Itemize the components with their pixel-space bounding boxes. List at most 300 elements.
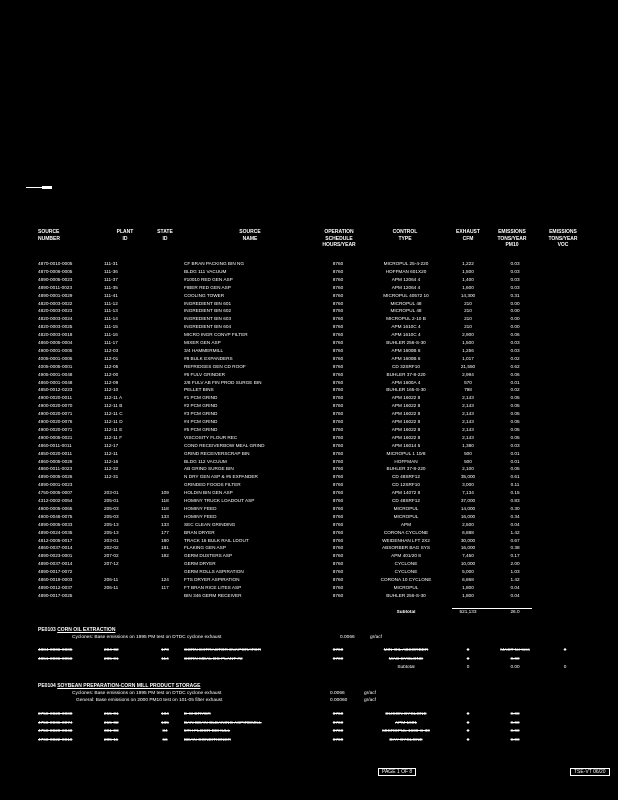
cell-source-number: 4860-0001-0048 — [38, 380, 73, 385]
cell-control-type: WEIDENHAN LFT 2X2 — [382, 538, 430, 543]
cell-source-name: SEC CLEAN GRINDING — [184, 522, 236, 527]
cell-emissions-pm10: 1.42 — [510, 578, 520, 582]
cell-source-number: 4860-0037-0014 — [38, 546, 73, 551]
cell-source-number: 4850-0020-0011 — [38, 451, 73, 456]
cell-emissions-pm10: 0.05 — [510, 427, 520, 432]
subtotal-row — [0, 610, 618, 617]
cell-operation-hours: 8760 — [332, 506, 344, 511]
header-plant-id: PLANT ID — [116, 229, 134, 242]
section3-note2 — [76, 699, 222, 704]
subtotal-voc: 0 — [563, 665, 567, 669]
cell-control-type: DUCON CYCLONE — [385, 712, 427, 716]
cell-emissions-pm10: 0.00 — [510, 301, 520, 306]
cell-source-number: 4312-0002-0054 — [38, 499, 73, 503]
cell-emissions-pm10: 0.61 — [510, 475, 520, 480]
cell-source-number: 4870-0006-0005 — [38, 269, 73, 274]
cell-operation-hours: 8760 — [332, 404, 344, 409]
cell-control-type: BUHLER 256-S-30 — [386, 341, 426, 345]
cell-state-id: 134 — [161, 712, 169, 716]
section2-note — [72, 636, 221, 641]
cell-operation-hours: 8760 — [332, 712, 344, 716]
cell-exhaust-cfm: 1,500 — [462, 341, 474, 345]
cell-exhaust-cfm: 30,000 — [460, 538, 476, 543]
cell-exhaust-cfm: 6,868 — [462, 578, 474, 582]
cell-exhaust-cfm: 35,000 — [460, 475, 476, 480]
table-row — [0, 333, 618, 340]
cell-source-name: COND RECEIVERBOW MEAL GRIND — [184, 443, 265, 448]
cell-source-name: TRACK 16 BULK RAIL LDOUT — [184, 538, 249, 543]
cell-emissions-pm10: 0.05 — [510, 467, 520, 472]
cell-source-name: #1 PCM GRIND — [184, 396, 218, 401]
cell-source-name: INGREDIENT BIN 601 — [184, 301, 232, 306]
cell-operation-hours: 8760 — [332, 737, 344, 742]
cell-emissions-pm10: 0.00 — [510, 317, 520, 322]
cell-emissions-pm10: 2.00 — [510, 562, 520, 567]
cell-operation-hours: 8760 — [332, 459, 344, 464]
cell-state-id: 133 — [161, 522, 169, 527]
cell-state-id: 181 — [161, 546, 169, 551]
cell-control-type: MICROPUL 1600-S-30 — [382, 729, 430, 733]
cell-exhaust-cfm: 1,380 — [462, 443, 474, 448]
cell-source-number: 4900-0020-0076 — [38, 420, 73, 424]
cell-emissions-pm10: 0.03 — [510, 269, 520, 274]
cell-control-type: APM — [400, 522, 412, 527]
cell-operation-hours: 8760 — [332, 593, 344, 598]
cell-plant-id: 112-17 — [104, 443, 119, 448]
cell-emissions-pm10: 0.30 — [510, 506, 520, 511]
cell-control-type: APM 1601 — [395, 720, 417, 725]
cell-emissions-pm10: 1.42 — [510, 530, 520, 535]
cell-exhaust-cfm: 1,600 — [462, 285, 474, 290]
cell-control-type: MICROPUL 48 — [390, 309, 422, 314]
cell-exhaust-cfm: 7,134 — [462, 491, 474, 496]
cell-emissions-pm10: 0.04 — [510, 585, 520, 590]
table-row — [0, 286, 618, 293]
cell-source-name: #8 BULK EXPANDERS — [184, 356, 233, 361]
cell-control-type: MAC CYCLONE — [388, 656, 424, 661]
cell-source-number: 4900-0020-0070 — [38, 404, 73, 409]
cell-source-name: 5TH FLOOR DEHULL — [184, 729, 231, 733]
cell-emissions-pm10: 0.03 — [510, 443, 520, 448]
cell-source-name: FT BRAN RICE LITES ASP — [184, 585, 242, 590]
cell-source-number: 4890-0012-0037 — [38, 585, 73, 590]
cell-plant-id: 215-01 — [104, 712, 119, 716]
cell-source-number: 4884-0006-0005 — [38, 648, 73, 652]
cell-emissions-pm10: 0.15 — [510, 491, 520, 496]
cell-source-name: CORN EXTRACTOR EVAPORATOR — [184, 648, 262, 652]
cell-plant-id: 205-13 — [104, 530, 119, 535]
cell-operation-hours: 8760 — [332, 277, 344, 282]
cell-operation-hours: 8760 — [332, 412, 344, 417]
cell-source-number: 4005-0005-0001 — [38, 364, 73, 369]
cell-source-number: 4900-0020-0071 — [38, 412, 73, 417]
cell-plant-id: 207-02 — [104, 554, 119, 559]
cell-control-type: CD 48SRF12 — [392, 475, 420, 480]
table-row — [0, 507, 618, 514]
cell-operation-hours: 8760 — [332, 514, 344, 519]
cell-source-number: 3750-0028-0008 — [38, 712, 73, 716]
page-number-text: PAGE 1 OF 8 — [378, 768, 416, 776]
cell-state-id: 118 — [161, 506, 169, 511]
cell-state-id: 117 — [161, 585, 169, 590]
cell-exhaust-cfm: 210 — [464, 317, 472, 322]
cell-plant-id: 112-00 — [104, 372, 119, 377]
cell-control-type: APM 12064 4 — [391, 285, 421, 290]
table-row — [0, 729, 618, 736]
cell-source-number: 4851-0006-0058 — [38, 656, 73, 661]
cell-source-number: 4760-0022-0018 — [38, 737, 73, 742]
cell-plant-id: 111-17 — [104, 341, 118, 345]
cell-source-name: #4 PCM GRIND — [184, 420, 218, 424]
cell-control-type: APM 1600A 4 — [391, 380, 421, 385]
cell-operation-hours: 8760 — [332, 317, 344, 322]
cell-source-name: GERM DUSTERS ASP — [184, 554, 233, 559]
cell-source-name: AB GRIND SURGE BIN — [184, 467, 234, 472]
cell-operation-hours: 8760 — [332, 554, 344, 559]
cell-exhaust-cfm: 0 — [466, 656, 470, 661]
cell-plant-id: 111-41 — [104, 293, 118, 298]
cell-source-number: 4860-0005-0029 — [38, 459, 73, 464]
header-control-type: CONTROL TYPE — [392, 229, 418, 242]
table-row — [0, 570, 618, 577]
cell-source-name: GERM DRYER — [184, 562, 216, 567]
cell-emissions-pm10: 0.00 — [510, 729, 520, 733]
cell-exhaust-cfm: 1,800 — [462, 593, 474, 598]
cell-exhaust-cfm: 2,143 — [462, 427, 474, 432]
cell-source-name: BRAN DRYER — [184, 530, 215, 535]
cell-exhaust-cfm: 1,800 — [462, 585, 474, 590]
table-row — [0, 388, 618, 395]
cell-emissions-pm10: 0.06 — [510, 333, 520, 338]
cell-control-type: CD 32SRF10 — [392, 364, 420, 369]
header-source-name: SOURCE NAME — [239, 229, 261, 242]
cell-plant-id: 112-11 B — [104, 404, 123, 409]
cell-control-type: APM 16014 5 — [391, 443, 421, 448]
cell-emissions-voc: 0 — [563, 648, 567, 652]
subtotal-rule — [452, 608, 532, 609]
cell-source-number: 4812-0005-0017 — [38, 538, 73, 543]
cell-plant-id: 205-11 — [104, 737, 119, 742]
cell-source-name: MICRO INGR CONVP FILTER — [184, 333, 248, 338]
cell-emissions-pm10: 0.00 — [510, 325, 520, 330]
cell-control-type: MICROPUL 2-10 B — [386, 317, 426, 322]
note-text: Base emissions on 1995 PM test on DTDC cyclone exhaust — [94, 691, 222, 696]
cell-emissions-pm10: 0.03 — [510, 341, 520, 345]
note-text: Base emissions on 1995 PM test on DTDC cyclone exhaust — [94, 635, 222, 640]
section3-note2-unit: gr/acf — [364, 698, 376, 703]
table-row — [0, 381, 618, 388]
cell-operation-hours: 8760 — [332, 491, 344, 496]
section3-note1-unit: gr/acf — [364, 691, 376, 696]
section2-note-value: 0.0066 — [340, 635, 355, 640]
cell-source-number: 4820-0003-0025 — [38, 325, 73, 330]
table-row — [0, 491, 618, 498]
cell-plant-id: 111-35 — [104, 285, 118, 290]
cell-operation-hours: 8760 — [332, 522, 344, 527]
cell-emissions-pm10: 0.83 — [510, 499, 520, 503]
table-row — [0, 444, 618, 451]
cell-control-type: CYCLONE — [394, 570, 418, 575]
cell-emissions-pm10: 0.04 — [510, 522, 520, 527]
cell-exhaust-cfm: 3,000 — [462, 483, 474, 488]
note-label: General: — [76, 698, 95, 703]
cell-source-name: #5 PCM GRIND — [184, 427, 218, 432]
table-row — [0, 349, 618, 356]
cell-control-type: MICROPUL — [393, 506, 419, 511]
table-row — [0, 373, 618, 380]
cell-source-number: 4900-0005-0021 — [38, 435, 73, 440]
cell-control-type: APM 1600B 6 — [391, 348, 421, 353]
cell-emissions-pm10: 0.05 — [510, 412, 520, 417]
cell-control-type: MICROPUL 40572 10 — [383, 293, 429, 298]
table-row — [0, 420, 618, 427]
cell-exhaust-cfm: 570 — [464, 380, 472, 385]
cell-operation-hours: 8760 — [332, 467, 344, 472]
cell-source-number: 4820-0003-0022 — [38, 301, 73, 306]
cell-state-id: 182 — [161, 554, 169, 559]
cell-plant-id: 112-11 — [104, 451, 118, 456]
section-name: CORN OIL EXTRACTION — [57, 627, 116, 633]
cell-control-type: CYCLONE — [394, 562, 418, 567]
cell-operation-hours: 8760 — [332, 483, 344, 488]
subtotal-pm10: 26.0 — [510, 610, 520, 614]
cell-operation-hours: 8760 — [332, 309, 344, 314]
cell-control-type: MICROPUL 25-4-220 — [383, 262, 429, 266]
cell-source-number: 4900-0005-0065 — [38, 506, 73, 511]
cell-source-name: HOMINY FEED — [184, 514, 217, 519]
cell-operation-hours: 8760 — [332, 427, 344, 432]
table-row — [0, 428, 618, 435]
cell-emissions-pm10: 0.03 — [510, 277, 520, 282]
cell-exhaust-cfm: 6,888 — [462, 530, 474, 535]
cell-exhaust-cfm: 0 — [466, 729, 470, 733]
table-row — [0, 357, 618, 364]
cell-source-name: INGREDIENT BIN 602 — [184, 309, 232, 314]
cell-plant-id: 112-31 — [104, 475, 119, 480]
cell-plant-id: 111-13 — [104, 309, 118, 314]
table-row — [0, 475, 618, 482]
cell-exhaust-cfm: 798 — [464, 388, 472, 393]
cell-state-id: 118 — [161, 499, 169, 503]
subtotal-cfm: 0 — [466, 665, 470, 669]
table-row — [0, 412, 618, 419]
cell-exhaust-cfm: 1,256 — [462, 348, 474, 353]
cell-source-number: 4890-0024-0035 — [38, 530, 73, 535]
cell-control-type: DAY CYCLONE — [389, 737, 423, 742]
cell-plant-id: 203-01 — [104, 491, 119, 496]
cell-source-number: 4900-0020-0071 — [38, 427, 73, 432]
cell-operation-hours: 8760 — [332, 538, 344, 543]
cell-state-id: 84 — [162, 729, 168, 733]
table-row — [0, 341, 618, 348]
cell-operation-hours: 8760 — [332, 348, 344, 353]
cell-emissions-pm10: 0.03 — [510, 285, 520, 290]
cell-operation-hours: 8760 — [332, 578, 344, 582]
cell-source-number: 4890-0001-0029 — [38, 293, 73, 298]
header-emissions-voc: EMISSIONS TONS/YEAR VOC — [548, 229, 578, 248]
cell-control-type: CD 12SRF10 — [392, 483, 420, 488]
cell-operation-hours: 8760 — [332, 341, 344, 345]
table-row — [0, 270, 618, 277]
cell-plant-id: 203-01 — [104, 538, 119, 543]
table-row — [0, 499, 618, 506]
cell-exhaust-cfm: 1,222 — [462, 262, 474, 266]
section2-subtotal — [0, 665, 618, 672]
section-code: PE0103 — [38, 627, 56, 633]
subtotal-pm10: 0.00 — [510, 665, 520, 669]
cell-plant-id: 202-02 — [104, 546, 119, 551]
table-row — [0, 302, 618, 309]
cell-operation-hours: 8760 — [332, 648, 344, 652]
cell-control-type: MICROPUL — [393, 514, 419, 519]
cell-operation-hours: 8760 — [332, 364, 344, 369]
cell-control-type: APM 401/20 8 — [391, 554, 421, 559]
table-row — [0, 262, 618, 269]
cell-control-type: APM 16022 8 — [391, 427, 421, 432]
cell-source-number: 4820-0003-0018 — [38, 333, 73, 338]
cell-plant-id: 111-15 — [104, 325, 118, 330]
cell-emissions-pm10: 0.00 — [510, 656, 520, 661]
cell-emissions-pm10: 0.06 — [510, 372, 520, 377]
cell-emissions-pm10: 0.38 — [510, 546, 520, 551]
cell-control-type: CD 48SRF12 — [392, 499, 420, 503]
cell-source-name: #2 PCM GRIND — [184, 404, 218, 409]
cell-exhaust-cfm: 2,500 — [462, 522, 474, 527]
cell-source-name: GRIND RECEIVERSCRAP BIN — [184, 451, 250, 456]
cell-source-name: PELLET BINS — [184, 388, 214, 393]
cell-state-id: 133 — [161, 514, 169, 519]
cell-operation-hours: 8760 — [332, 585, 344, 590]
cell-state-id: 109 — [161, 491, 169, 496]
cell-exhaust-cfm: 14,300 — [460, 293, 476, 298]
table-row — [0, 721, 618, 728]
cell-control-type: MICROPUL 48 — [390, 301, 422, 306]
cell-exhaust-cfm: 1,500 — [462, 269, 474, 274]
header-emissions-pm10: EMISSIONS TONS/YEAR PM10 — [497, 229, 527, 248]
cell-control-type: HOFFMAN 601X20 — [385, 269, 427, 274]
cell-source-name: BLDG 112 VACUUM — [184, 459, 227, 464]
cell-exhaust-cfm: 210 — [464, 309, 472, 314]
cell-exhaust-cfm: 2,143 — [462, 420, 474, 424]
table-row — [0, 467, 618, 474]
cell-emissions-pm10: 0.05 — [510, 404, 520, 409]
cell-operation-hours: 8760 — [332, 356, 344, 361]
cell-emissions-pm10: MACT for loss — [500, 648, 530, 652]
cell-state-id: 170 — [161, 648, 169, 652]
cell-state-id: 135 — [161, 720, 169, 725]
cell-control-type: APM 1610C 4 — [391, 325, 421, 330]
cell-source-name: HOMINY TRUCK LOADOUT ASP — [184, 499, 255, 503]
section-name: SOYBEAN PREPARATION-CORN MILL PRODUCT STORAGE — [57, 683, 201, 689]
table-row — [0, 578, 618, 585]
cell-source-name: BAN BEAN CLEANING ASPIREMILL — [184, 720, 262, 725]
cell-plant-id: 111-16 — [104, 333, 118, 338]
cell-source-name: INGREDIENT BIN 604 — [184, 325, 232, 330]
cell-operation-hours: 8760 — [332, 293, 344, 298]
cell-plant-id: 112-05 — [104, 364, 119, 369]
subtotal-label: Subtotal — [397, 665, 415, 669]
header-exhaust-cfm: EXHAUST CFM — [456, 229, 480, 242]
cell-operation-hours: 8760 — [332, 656, 344, 661]
cell-emissions-pm10: 0.00 — [510, 712, 520, 716]
cell-state-id: 177 — [161, 530, 169, 535]
cell-operation-hours: 8760 — [332, 570, 344, 575]
cell-exhaust-cfm: 5,000 — [462, 570, 474, 575]
cell-operation-hours: 8760 — [332, 396, 344, 401]
cell-source-number: 4890-0005-0033 — [38, 522, 73, 527]
cell-source-name: HOMINY FEED — [184, 506, 217, 511]
cell-control-type: CORONA 10 CYCLONE — [380, 578, 432, 582]
cell-exhaust-cfm: 0 — [466, 720, 470, 725]
cell-source-number: 4820-0003-0023 — [38, 309, 73, 314]
cell-emissions-pm10: 0.00 — [510, 309, 520, 314]
cell-exhaust-cfm: 10,000 — [460, 562, 476, 567]
note-label: Cyclones: — [72, 635, 94, 640]
cell-source-name: FTS DRYER ASPIRATION — [184, 578, 240, 582]
section2-note-unit: gr/acf — [370, 635, 382, 640]
cell-exhaust-cfm: 7,450 — [462, 554, 474, 559]
cell-exhaust-cfm: 16,000 — [460, 546, 476, 551]
cell-control-type: MICROPUL 1 10/8 — [386, 451, 426, 456]
cell-state-id: 124 — [161, 578, 169, 582]
cell-source-number: 4890-0017-0072 — [38, 570, 73, 575]
cell-source-number: 4890-0005-0023 — [38, 277, 73, 282]
cell-plant-id: 206-11 — [104, 585, 119, 590]
cell-exhaust-cfm: 0 — [466, 648, 470, 652]
cell-source-name: #10010 RED GEN ASP — [184, 277, 233, 282]
cell-exhaust-cfm: 2,143 — [462, 404, 474, 409]
cell-control-type: APM 16022 8 — [391, 412, 421, 417]
cell-operation-hours: 8760 — [332, 285, 344, 290]
section3-note1-value: 0.0066 — [330, 691, 345, 696]
cell-source-number: 4750-0005-0007 — [38, 491, 73, 496]
cell-plant-id: 206-11 — [104, 578, 119, 582]
cell-source-name: CORN MEAL DC PLANT #2 — [184, 656, 243, 661]
cell-source-number: 4905-0001-0048 — [38, 372, 73, 377]
table-row — [0, 562, 618, 569]
cell-source-name: 3/4 HAMMERMILL — [184, 348, 224, 353]
cell-source-number: 4820-0003-0024 — [38, 317, 73, 322]
table-row — [0, 546, 618, 553]
cell-control-type: APM 16022 8 — [391, 396, 421, 401]
table-row — [0, 554, 618, 561]
cell-control-type: APM 16022 8 — [391, 435, 421, 440]
cell-source-number: 4750-0036-0074 — [38, 720, 73, 725]
cell-source-name: GERM ROLLS ASPIRATION — [184, 570, 244, 575]
table-row — [0, 404, 618, 411]
section-title-corn-oil — [38, 628, 115, 633]
cell-source-number: 4900-0020-0011 — [38, 396, 73, 401]
cell-operation-hours: 8760 — [332, 451, 344, 456]
cell-plant-id: 112-01 — [104, 356, 119, 361]
cell-plant-id: 111-36 — [104, 269, 118, 274]
table-row — [0, 738, 618, 745]
header-source-number: SOURCE NUMBER — [38, 229, 60, 242]
cell-plant-id: 205-01 — [104, 656, 119, 661]
section3-note2-value: 0.00060 — [330, 698, 348, 703]
cell-operation-hours: 8760 — [332, 269, 344, 274]
cell-plant-id: 207-12 — [104, 562, 119, 567]
cell-control-type: MICROPUL — [393, 585, 419, 590]
cell-source-name: REFRIDGES GEN CD ROOF — [184, 364, 246, 369]
cell-source-name: FIBER RED GEN ASP — [184, 285, 231, 290]
table-row — [0, 712, 618, 719]
cell-operation-hours: 8760 — [332, 530, 344, 535]
cell-operation-hours: 8760 — [332, 380, 344, 385]
cell-exhaust-cfm: 2,143 — [462, 412, 474, 417]
cell-source-name: MIXER GEN ASP — [184, 341, 221, 345]
section-code: PE0104 — [38, 683, 56, 689]
